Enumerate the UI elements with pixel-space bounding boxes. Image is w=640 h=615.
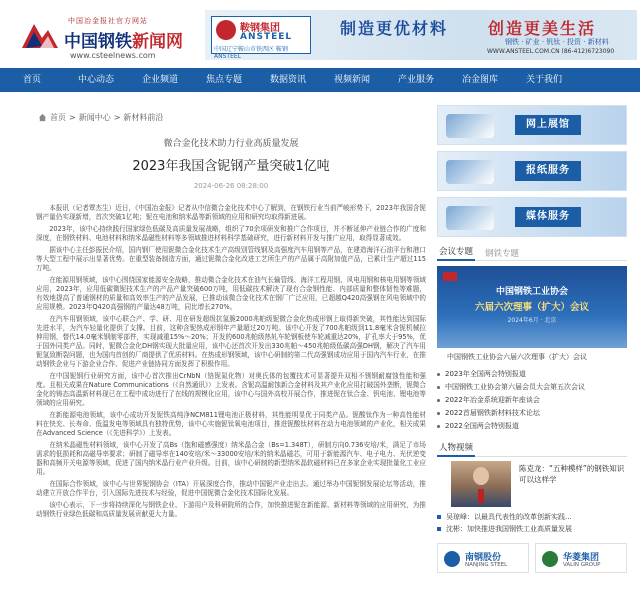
site-title-left: 中国钢铁	[64, 32, 132, 52]
site-header	[0, 0, 640, 68]
banner-slogan-left: 制造更优材料	[340, 19, 449, 38]
nav-data[interactable]: 数据资讯	[269, 75, 306, 85]
nangang-logo-icon	[444, 551, 460, 567]
breadcrumb-separator: >	[69, 113, 76, 122]
breadcrumb-news-center[interactable]: 新闻中心	[78, 113, 111, 122]
person-quote: “五种模样”的钢铁知识可以这样学	[519, 464, 625, 484]
site-title-right: 新闻网	[132, 32, 183, 52]
article-subtitle: 微合金化技术助力行业高质量发展	[163, 139, 299, 149]
person-face	[473, 467, 489, 485]
conference-promo-image[interactable]	[437, 266, 627, 348]
site-slogan-small: 中国冶金报社官方网站	[68, 17, 148, 25]
valin-logo-card[interactable]	[535, 543, 627, 573]
nav-video[interactable]: 视频新闻	[333, 75, 370, 85]
valin-sub: VALIN GROUP	[563, 562, 601, 568]
article-paragraph: 在纳米晶磁性材料领域，该中心开发了高Bs（饱和磁感强度）纳米晶合金（Bs=1.348T），研制方向0.736安培/米，满足了市场需求的低损耗和高磁导率要求；研制了磁导率在140安培/米～33000安培/米的纳米晶磁芯，可用于新能源汽车、电子电力、光伏逆变器和高频开关电源等领域，促进了国内纳米晶行业产业升级。目前，该中心研制的新型纳米晶软磁材料已在多家企业实现批量化工业应用。	[36, 441, 426, 476]
media-icon	[446, 206, 494, 230]
nav-enterprise[interactable]: 企业频道	[141, 75, 178, 85]
person-name: 陈克龙：	[519, 464, 549, 473]
bullet-icon	[437, 373, 440, 376]
nav-center-news[interactable]: 中心动态	[77, 75, 114, 85]
valin-name: 华菱集团	[563, 553, 600, 563]
online-exhibition-banner[interactable]	[437, 105, 627, 145]
online-exhibition-label: 网上展馆	[515, 115, 581, 135]
site-url: www.csteelnews.com	[70, 51, 156, 60]
bullet-icon	[437, 515, 441, 519]
nav-industry-service[interactable]: 产业服务	[397, 75, 434, 85]
nangang-logo-card[interactable]	[437, 543, 529, 573]
list-item[interactable]	[437, 368, 627, 381]
nav-about[interactable]: 关于我们	[525, 75, 562, 85]
promo-caption[interactable]: 中国钢铁工业协会六届六次理事（扩大）会议	[447, 353, 587, 361]
topics-list	[437, 368, 627, 433]
breadcrumb	[38, 112, 163, 123]
nav-home[interactable]: 首页	[22, 75, 41, 85]
valin-logo-icon	[542, 551, 558, 567]
list-item[interactable]	[437, 407, 627, 420]
article-paragraph: 在新能源电池领域，该中心成功开发铌铁高纯净NCM811锂电池正极材料，其性能明显优于同类产品。铌酸钛作为一种高性能材料在快充、长寿命、低温发电等领域具有独特优势，该中心实施铌钛氧电池项目，推进铌酸钛材料在动力电池领域的产业化，相关成果在Advanced Science（《先进科学》）上发表。	[36, 411, 426, 437]
people-news-label: 吴琼峰：以最具代表性的改革创新实践...	[446, 513, 572, 521]
banner-subline: 钢铁 · 矿业 · 钒钛 · 投资 · 新材料	[505, 38, 609, 46]
ansteel-name-en: ANSTEEL	[240, 32, 293, 42]
person-tie	[478, 489, 484, 503]
bullet-icon	[437, 425, 440, 428]
promo-org: 中国钢铁工业协会	[495, 287, 568, 297]
topics-tabs	[437, 245, 627, 261]
media-service-banner[interactable]	[437, 197, 627, 237]
main-nav	[0, 68, 640, 92]
media-service-label: 媒体服务	[515, 207, 581, 227]
nav-gallery[interactable]: 冶金图库	[461, 75, 498, 85]
nangang-sub: NANJING STEEL	[465, 562, 508, 568]
ansteel-name-cn: 鞍钢集团	[240, 23, 280, 34]
ansteel-address: 中国辽宁鞍山市铁西区 鞍钢 ANSTEEL	[214, 46, 288, 60]
list-item-label: 2022全国两会特别报道	[445, 422, 519, 430]
bullet-icon	[437, 412, 440, 415]
article-paragraph: 在中国铌钢行业研究方面，该中心首次推出CrNbN（铬铌氮化物）对奥氏体的包覆技术可显著提升双相不锈钢耐腐蚀性能和强度。且相关成果在Nature Communications（《自然通讯》）上发表。含铌高温耐蚀新合金材料及其产业化应用打破国外垄断，铌微合金化的铸态高温新材料现已在工程中成功进行了在线的规模化应用，该中心与国外高校开展合作，推进铌在钛合金、钒电池、锂电池等领域的应用研究。	[36, 372, 426, 407]
promo-meeting: 六届六次理事（扩大）会议	[474, 302, 589, 313]
person-video-card[interactable]	[437, 461, 627, 511]
banner-website: WWW.ANSTEEL.COM.CN (86-412)6723090	[487, 48, 615, 55]
article-paragraph: 据该中心主任彭振民介绍，国内钢厂使用铌微合金化技术生产高级别管线钢及高强度汽车用钢等产品，在建造海洋石油平台和港口等大型工程中展示出显著优势。在重型装备制造方面，通过铌微合金化改进工艺所生产的产品属于高附加值产品，已累计生产超过115万吨。	[36, 246, 426, 272]
nav-focus-topics[interactable]: 焦点专题	[205, 75, 242, 85]
bullet-icon	[437, 399, 440, 402]
article-title: 2023年我国含铌钢产量突破1亿吨	[132, 159, 330, 174]
tab-steel-topics[interactable]: 钢铁专题	[485, 248, 520, 259]
flag-icon	[443, 272, 457, 281]
breadcrumb-new-materials[interactable]: 新材料前沿	[123, 113, 164, 122]
person-video-thumbnail[interactable]	[451, 461, 511, 507]
person-video-text[interactable]	[519, 463, 627, 485]
article-paragraph: 在汽车用钢领域，该中心联合产、学、研、用在研发超级抗氢脆2000兆帕级铌微合金化热成形钢上取得新突破，其性能达到国际先进水平，为汽车轻量化提供了支撑。目前，这种含铌热成形钢年产量超过20万吨。该中心开发了700兆帕级到11.8毫米含铌机械拉伸用钢，替代14.0毫米钢制零部件，实现减重15%～20%；开发的600兆帕级热轧车轮钢板使车轮减重达20%，扩孔率大于95%，优于国外同类产品。同时，铌微合金化DH钢实现大批量应用，该中心还首次开发出330兆帕～450兆帕级低碳高强DH钢，解决了汽车用铌氢致断裂问题，也为国内首创的厂商提供了优质材料。在热成形钢领域，该中心研制的第二代高强钢成功应用于国内汽车行业，在推动钢铁企业与下游企业合作、促进产业链协同方面发挥了积极作用。	[36, 315, 426, 368]
list-item[interactable]	[437, 381, 627, 394]
article-paragraph: 本报讯（记者覃杰生）近日，《中国冶金报》记者从中信微合金化技术中心了解到，在钢铁行业当前严峻形势下，2023年我国含铌钢产量仍实现新增，首次突破1亿吨；铌在电池和纳米晶等新领域的应用和研究均取得新进展。	[36, 204, 426, 221]
home-icon	[38, 113, 47, 122]
site-logo[interactable]	[20, 10, 200, 62]
promo-date: 2024年6月 · 北京	[507, 317, 557, 324]
banner-slogan-right: 创造更美生活	[488, 19, 597, 38]
exhibition-icon	[446, 114, 494, 138]
article-paragraph: 在国际合作领域，该中心与世界铌钢协会（ITA）开展深度合作，推动中国铌产业走出去。通过举办中国铌钢发展论坛等活动，推动建立开放合作平台，引入国际先进技术与经验，促进中国铌微合金化技术国际化发展。	[36, 480, 426, 497]
article-paragraph: 该中心表示，下一步将持续深化与钢铁企业、下游用户及科研院所的合作，加快推进铌在新能源、新材料等领域的应用研究，为推动钢铁行业绿色低碳和高质量发展贡献更大力量。	[36, 501, 426, 518]
newspaper-service-banner[interactable]	[437, 151, 627, 191]
breadcrumb-home[interactable]: 首页	[50, 113, 66, 122]
tab-conference-topics[interactable]: 会议专题	[437, 245, 475, 261]
ansteel-logo	[211, 16, 311, 60]
site-logo-icon	[20, 18, 60, 52]
people-news-label: 沈彬：加快推进我国钢铁工业高质量发展	[446, 525, 572, 533]
ansteel-banner-ad[interactable]	[205, 10, 637, 60]
people-video-title[interactable]: 人物视频	[437, 441, 475, 457]
list-item[interactable]	[437, 420, 627, 433]
sidebar	[437, 105, 627, 573]
breadcrumb-separator: >	[113, 113, 121, 122]
list-item-label: 2023年全国两会特别报道	[445, 370, 526, 378]
partner-logos	[437, 543, 627, 573]
list-item-label: 2022首届钢铁新材料技术论坛	[445, 409, 540, 417]
bullet-icon	[437, 527, 441, 531]
nangang-name: 南钢股份	[465, 553, 502, 563]
people-news-item[interactable]	[437, 511, 627, 523]
ansteel-logo-icon	[216, 20, 236, 40]
newspaper-service-label: 报纸服务	[515, 161, 581, 181]
article	[36, 128, 426, 615]
article-date: 2024-06-26 08:28:00	[193, 182, 269, 190]
list-item-label: 2022年冶金系统迎新年座谈会	[445, 396, 540, 404]
article-paragraph: 2023年，该中心持续践行国家绿色低碳及高质量发展战略，组织了70余项研发和推广合作项目，并不断延伸产业链合作的广度和深度，在钢铁材料、电池材料和纳米晶磁性材料等多领域推进材料科学基础研究，进行新材料开发与推广应用，取得显著成效。	[36, 225, 426, 242]
site-title	[64, 27, 183, 52]
people-news-item[interactable]	[437, 523, 627, 535]
newspaper-icon	[446, 160, 494, 184]
list-item[interactable]	[437, 394, 627, 407]
list-item-label: 中国钢铁工业协会第六届会员大会第五次会议	[445, 383, 585, 391]
people-video-header	[437, 441, 627, 457]
article-paragraph: 在能源用钢领域，该中心围绕国家能源安全战略，推动微合金化技术在油气长输管线、海洋工程用钢、风电用钢和核电用钢等领域应用，2023年，应用低碳微铌技术生产的产品产量突破600万吨，用低碳技术解决了现有合金钢性能、内部质量和整体韧性等难题，有效地提高了普通钢材的质量和高效率生产的产品发展，已推动该微合金化技术在钢厂广泛应用，已超越Q420高强钢在风电领域中的应用规模。2023年Q420高强钢的产量达48万吨，同比增长270%。	[36, 276, 426, 311]
bullet-icon	[437, 386, 440, 389]
